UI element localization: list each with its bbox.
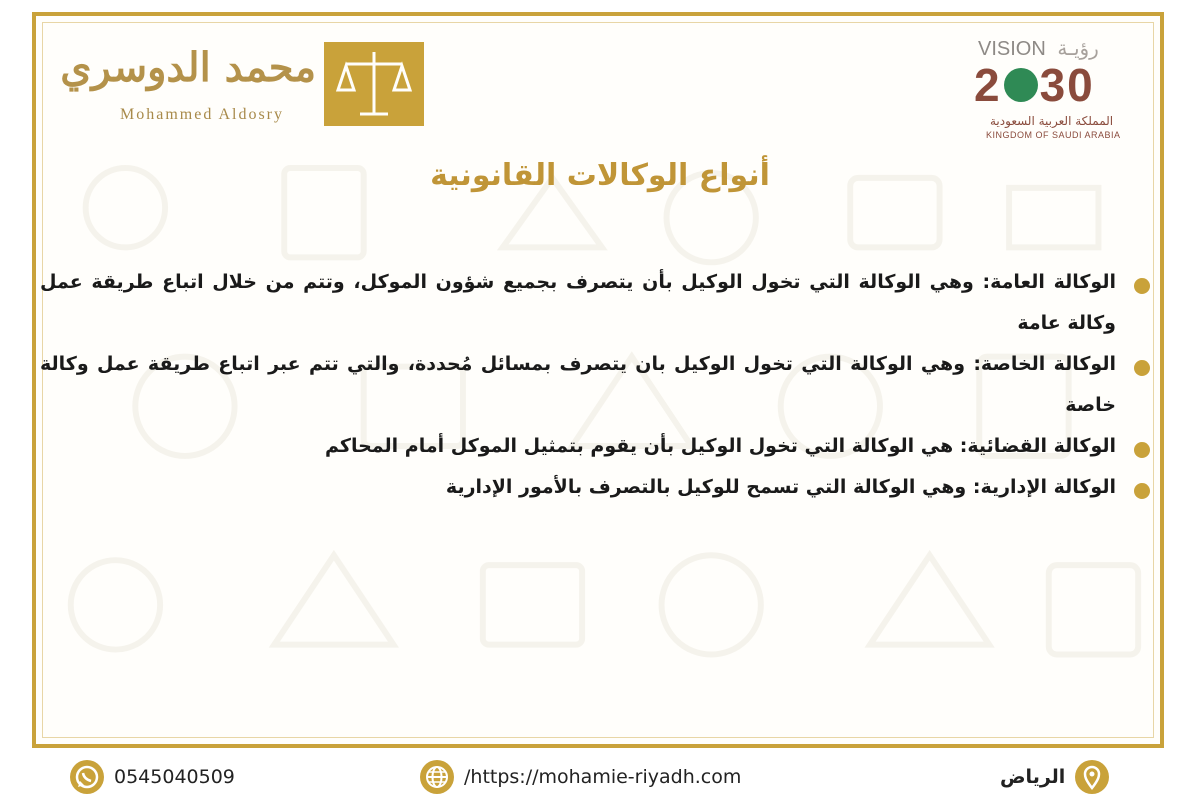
brand-logo (60, 38, 396, 148)
website-url: /https://mohamie-riyadh.com (464, 766, 742, 788)
list-item (40, 467, 1176, 508)
brand-name-english: Mohammed Aldosry (120, 106, 284, 123)
city-name: الرياض (1000, 766, 1066, 788)
vision-label-en: VISION (978, 38, 1046, 60)
list-item-text: الوكالة الخاصة: وهي الوكالة التي تخول الوكيل بان يتصرف بمسائل مُحددة، والتي تتم عبر اتباع طريقة عمل وكالة خاصة (40, 353, 1116, 416)
list-item (40, 426, 1176, 467)
page-title: أنواع الوكالات القانونية (430, 158, 770, 193)
footer-phone[interactable] (70, 760, 235, 794)
vision-2030-logo (972, 34, 1148, 144)
location-pin-icon (1075, 760, 1109, 794)
vision-kingdom-ar: المملكة العربية السعودية (990, 114, 1114, 128)
list-item-text: الوكالة القضائية: هي الوكالة التي تخول الوكيل بأن يقوم بتمثيل الموكل أمام المحاكم (325, 435, 1116, 457)
bullet-icon (1134, 483, 1150, 499)
vision-year (974, 58, 1095, 112)
list-item-text: الوكالة العامة: وهي الوكالة التي تخول الوكيل بأن يتصرف بجميع شؤون الموكل، وتتم من خلال اتباع طريقة عمل وكالة عامة (40, 271, 1116, 334)
globe-icon (420, 760, 454, 794)
vision-kingdom-en: KINGDOM OF SAUDI ARABIA (986, 130, 1121, 140)
bullet-icon (1134, 442, 1150, 458)
list-item-text: الوكالة الإدارية: وهي الوكالة التي تسمح للوكيل بالتصرف بالأمور الإدارية (445, 476, 1116, 498)
footer-website[interactable] (420, 760, 741, 794)
agency-types-list (40, 262, 1176, 508)
bullet-icon (1134, 278, 1150, 294)
phone-number: 0545040509 (114, 766, 235, 788)
palm-emblem-icon (1004, 68, 1038, 102)
scales-of-justice-icon (324, 42, 424, 126)
vision-year-right: 30 (1039, 59, 1095, 111)
footer-location[interactable] (1000, 760, 1109, 794)
bullet-icon (1134, 360, 1150, 376)
brand-name-arabic: محمد الدوسري (60, 44, 316, 91)
vision-label-ar: رؤيـة (1057, 38, 1099, 60)
list-item (40, 262, 1176, 344)
list-item (40, 344, 1176, 426)
footer (0, 752, 1200, 800)
vision-year-left: 2 (974, 59, 1002, 111)
whatsapp-icon (70, 760, 104, 794)
